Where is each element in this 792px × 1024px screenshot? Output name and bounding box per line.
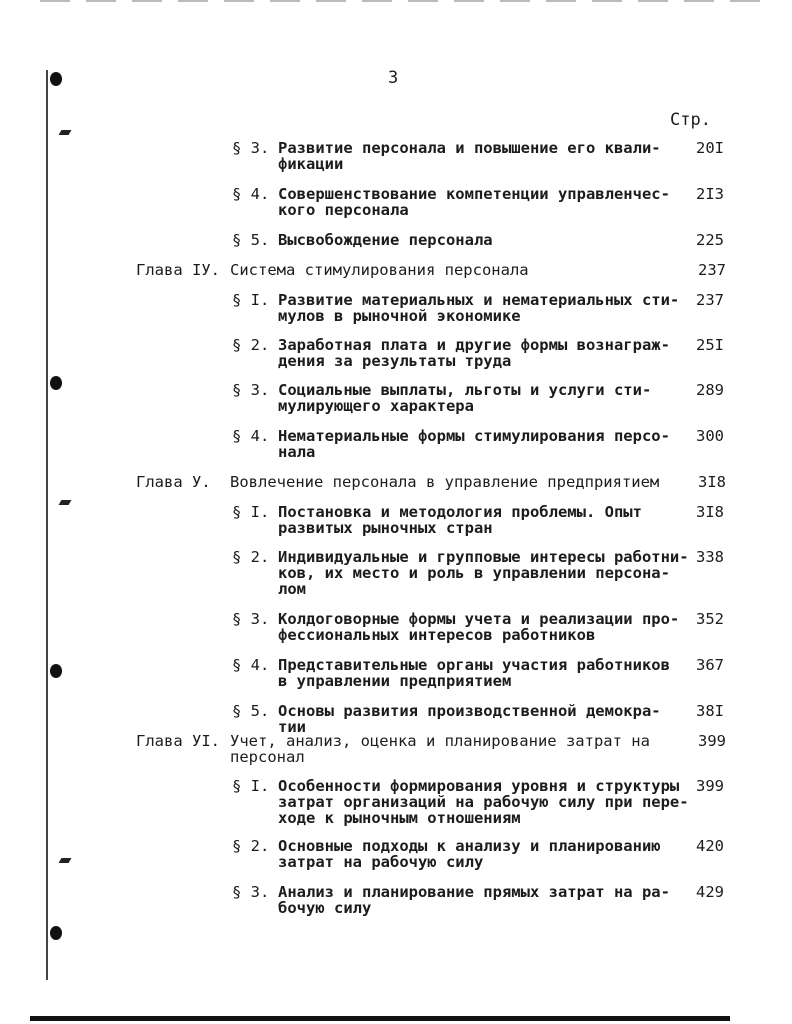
toc-entry-title: Социальные выплаты, льготы и услуги сти- мулирующего характера <box>278 381 652 415</box>
punch-hole <box>50 72 62 86</box>
toc-entry-page: 20I <box>696 139 724 157</box>
toc-chapter-page: 3I8 <box>698 473 726 491</box>
toc-entry-label: § 5. <box>232 231 270 249</box>
pages-column-header: Стр. <box>670 110 711 130</box>
toc-entry-label: § 2. <box>232 837 270 855</box>
punch-hole <box>50 376 62 390</box>
toc-entry-label: § 4. <box>232 427 270 445</box>
punch-hole <box>50 664 62 678</box>
toc-entry-page: 25I <box>696 336 724 354</box>
toc-entry-title: Совершенствование компетенции управленчес- кого персонала <box>278 185 670 219</box>
scan-mark <box>59 500 72 505</box>
toc-entry-label: § 3. <box>232 610 270 628</box>
toc-entry-title: Нематериальные формы стимулирования персо- нала <box>278 427 670 461</box>
scan-mark <box>59 858 72 863</box>
toc-entry-title: Представительные органы участия работников в управлении предприятием <box>278 656 670 690</box>
toc-entry-title: Постановка и методология проблемы. Опыт развитых рыночных стран <box>278 503 642 537</box>
toc-entry-title: Особенности формирования уровня и структуры затрат организаций на рабочую силу при пере- ходе к рыночным отношениям <box>278 777 689 827</box>
toc-entry-title: Колдоговорные формы учета и реализации про- фессиональных интересов работников <box>278 610 680 644</box>
toc-entry-title: Анализ и планирование прямых затрат на ра- бочую силу <box>278 883 670 917</box>
toc-entry-page: 289 <box>696 381 724 399</box>
toc-chapter-label: Глава IУ. <box>136 261 220 279</box>
punch-hole <box>50 926 62 940</box>
toc-entry-page: 367 <box>696 656 724 674</box>
toc-entry-title: Индивидуальные и групповые интересы работни- ков, их место и роль в управлении персона- лом <box>278 548 689 598</box>
scan-artifact-top <box>40 0 760 2</box>
toc-chapter-label: Глава УI. <box>136 732 220 750</box>
toc-entry-title: Развитие материальных и нематериальных сти- мулов в рыночной экономике <box>278 291 680 325</box>
toc-entry-label: § I. <box>232 777 270 795</box>
toc-entry-title: Заработная плата и другие формы вознаграж- дения за результаты труда <box>278 336 670 370</box>
toc-entry-page: 2I3 <box>696 185 724 203</box>
toc-entry-label: § 3. <box>232 139 270 157</box>
toc-entry-title: Основные подходы к анализу и планированию затрат на рабочую силу <box>278 837 661 871</box>
toc-entry-title: Развитие персонала и повышение его квали- фикации <box>278 139 661 173</box>
scan-artifact-bottom <box>30 1016 730 1021</box>
toc-entry-page: 225 <box>696 231 724 249</box>
toc-chapter-title: Система стимулирования персонала <box>230 261 529 279</box>
toc-chapter-title: Вовлечение персонала в управление предприятием <box>230 473 660 491</box>
toc-entry-label: § 4. <box>232 656 270 674</box>
toc-entry-page: 300 <box>696 427 724 445</box>
toc-entry-label: § 3. <box>232 381 270 399</box>
toc-entry-page: 3I8 <box>696 503 724 521</box>
toc-entry-page: 399 <box>696 777 724 795</box>
toc-entry-label: § 5. <box>232 702 270 720</box>
toc-chapter-page: 237 <box>698 261 726 279</box>
toc-entry-label: § 3. <box>232 883 270 901</box>
toc-entry-page: 352 <box>696 610 724 628</box>
toc-entry-label: § 2. <box>232 336 270 354</box>
toc-entry-label: § 4. <box>232 185 270 203</box>
toc-entry-page: 38I <box>696 702 724 720</box>
toc-entry-page: 420 <box>696 837 724 855</box>
toc-entry-label: § I. <box>232 503 270 521</box>
toc-entry-label: § 2. <box>232 548 270 566</box>
toc-entry-title: Высвобождение персонала <box>278 231 493 249</box>
toc-chapter-page: 399 <box>698 732 726 750</box>
toc-chapter-title: Учет, анализ, оценка и планирование затрат на персонал <box>230 732 650 766</box>
toc-entry-label: § I. <box>232 291 270 309</box>
page-number: 3 <box>388 68 399 88</box>
toc-entry-title: Основы развития производственной демокра- тии <box>278 702 661 736</box>
scan-mark <box>59 130 72 135</box>
toc-entry-page: 338 <box>696 548 724 566</box>
toc-chapter-label: Глава У. <box>136 473 211 491</box>
toc-entry-page: 429 <box>696 883 724 901</box>
binding-edge <box>46 70 48 980</box>
toc-entry-page: 237 <box>696 291 724 309</box>
